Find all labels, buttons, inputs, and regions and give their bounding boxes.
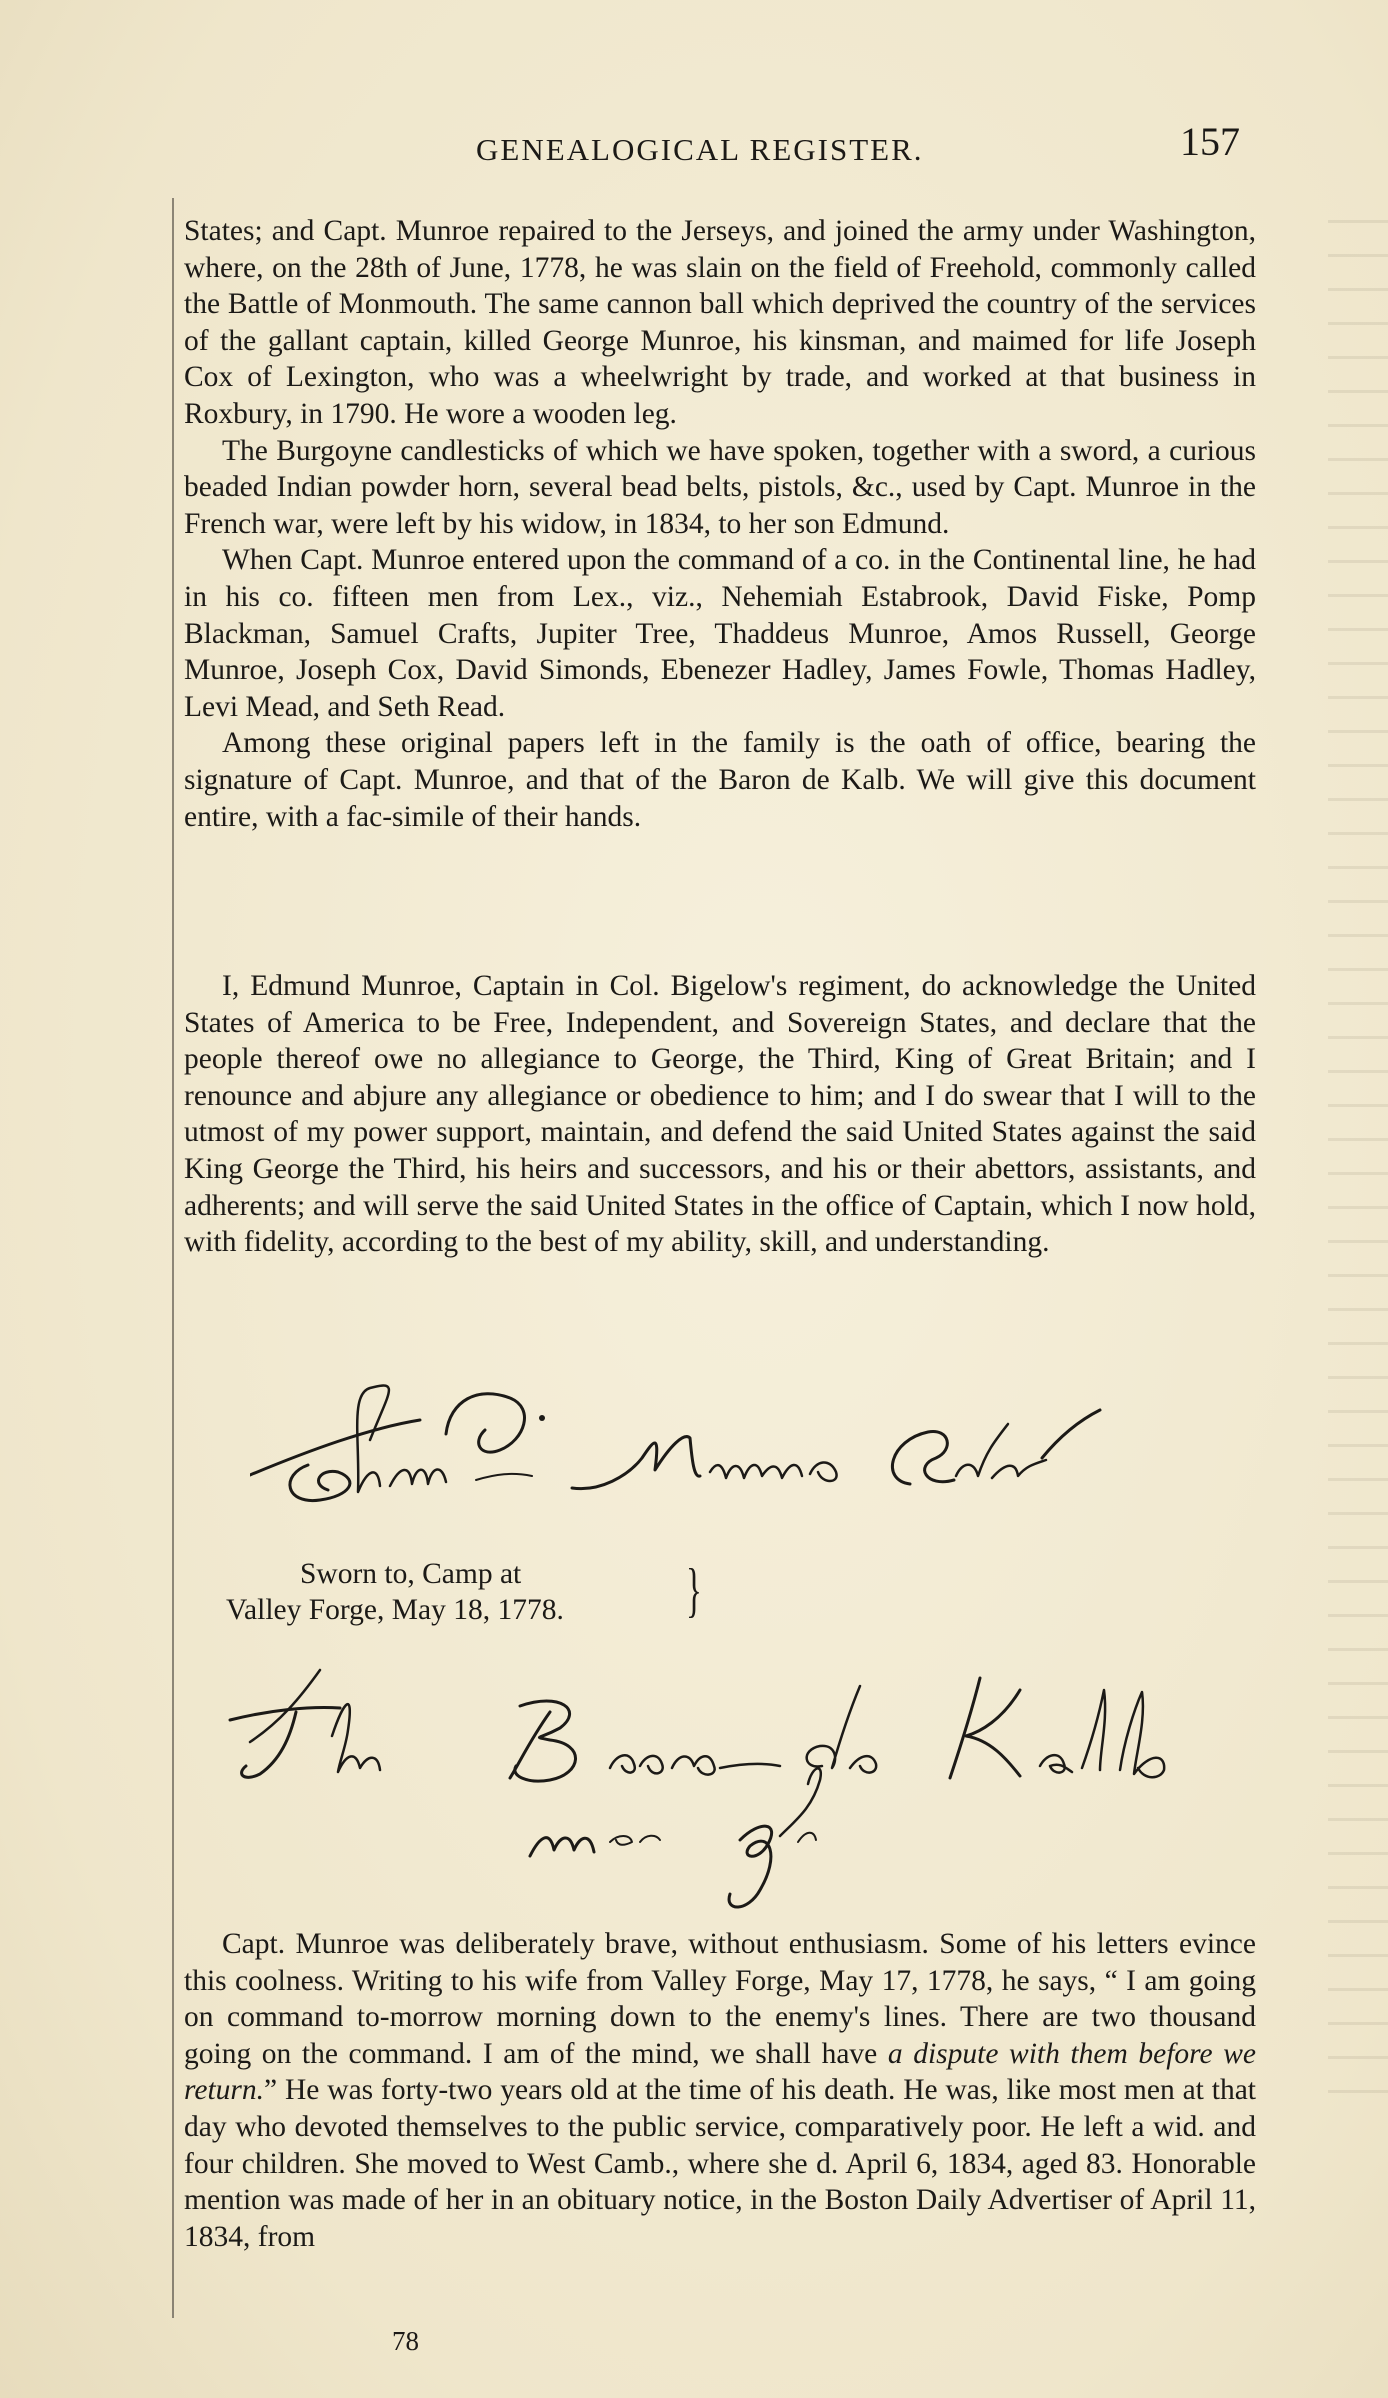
closing-text-end: ” He was forty-two years old at the time of his death. He was, like most men at that day who devoted themselves to the public service, comparatively poor. He left a wid. and four children. She moved to West Camb., where she d. April 6, 1834, aged 83. Honorable mention was made of her in an obituary notice, in the Boston Daily Advertiser of April 11, 1834, from: [184, 2074, 1256, 2253]
curly-brace: }: [686, 1557, 702, 1623]
paragraph: States; and Capt. Munroe repaired to the Jerseys, and joined the army under Washington, where, on the 28th of June, 1778, he was slain on the field of Freehold, commonly called the Battle of Monmouth. The same cannon ball which deprived the country of the services of the gallant captain, killed George Munroe, his kinsman, and maimed for life Joseph Cox of Lexington, who was a wheelwright by trade, and worked at that business in Roxbury, in 1790. He wore a wooden leg.: [184, 215, 1256, 430]
sworn-line-1: Sworn to, Camp at: [300, 1558, 522, 1590]
margin-rule: [172, 198, 174, 2318]
body-text-top: [184, 213, 1256, 835]
sworn-statement: [226, 1556, 564, 1628]
paragraph: The Burgoyne candlesticks of which we have spoken, together with a sword, a curious beaded Indian powder horn, several bead belts, pistols, &c., used by Capt. Munroe in the French war, were left by his widow, in 1834, to her son Edmund.: [184, 434, 1256, 540]
bleed-through-shadow: [1328, 220, 1388, 2120]
oath-text: [184, 968, 1256, 1261]
signature-mark: 78: [392, 2326, 419, 2356]
closing-text-start: Capt. Munroe was deliberately brave, without enthusiasm. Some of his letters evince this coolness. Writing to his wife from Valley Forge, May 17, 1778, he says, “ I am going on command to-morrow morning down to the enemy's lines. There are two thousand going on the command. I am of the mind, we shall have: [184, 1928, 1256, 2070]
closing-italic-quote: a dispute with them before we return.: [184, 2037, 1256, 2107]
munroe-signature-drawing: [250, 1380, 1300, 1520]
page-number: 157: [1180, 119, 1240, 164]
page-header: [0, 118, 1388, 178]
munroe-signature: [250, 1380, 1300, 1520]
de-kalb-signature: [220, 1650, 1320, 1920]
sworn-line-2: Valley Forge, May 18, 1778.: [226, 1594, 564, 1626]
running-title: GENEALOGICAL REGISTER.: [476, 132, 924, 167]
paragraph: Among these original papers left in the family is the oath of office, bearing the signature of Capt. Munroe, and that of the Baron de Kalb. We will give this document entire, with a fac-simile of their hands.: [184, 727, 1256, 833]
oath-paragraph: I, Edmund Munroe, Captain in Col. Bigelow's regiment, do acknowledge the United States of America to be Free, Independent, and Sovereign States, and declare that the people thereof owe no allegiance to George, the Third, King of Great Britain; and I renounce and abjure any allegiance or obedience to him; and I do swear that I will to the utmost of my power support, maintain, and defend the said United States against the said King George the Third, his heirs and successors, and his or their abettors, assistants, and adherents; and will serve the said United States in the office of Captain, which I now hold, with fidelity, according to the best of my ability, skill, and understanding.: [184, 970, 1256, 1259]
body-text-bottom: [184, 1926, 1256, 2255]
closing-paragraph: [184, 1926, 1256, 2255]
paragraph: When Capt. Munroe entered upon the command of a co. in the Continental line, he had in his co. fifteen men from Lex., viz., Nehemiah Estabrook, David Fiske, Pomp Blackman, Samuel Crafts, Jupiter Tree, Thaddeus Munroe, Amos Russell, George Munroe, Joseph Cox, David Simonds, Ebenezer Hadley, James Fowle, Thomas Hadley, Levi Mead, and Seth Read.: [184, 544, 1256, 723]
de-kalb-signature-drawing: [220, 1650, 1320, 1920]
